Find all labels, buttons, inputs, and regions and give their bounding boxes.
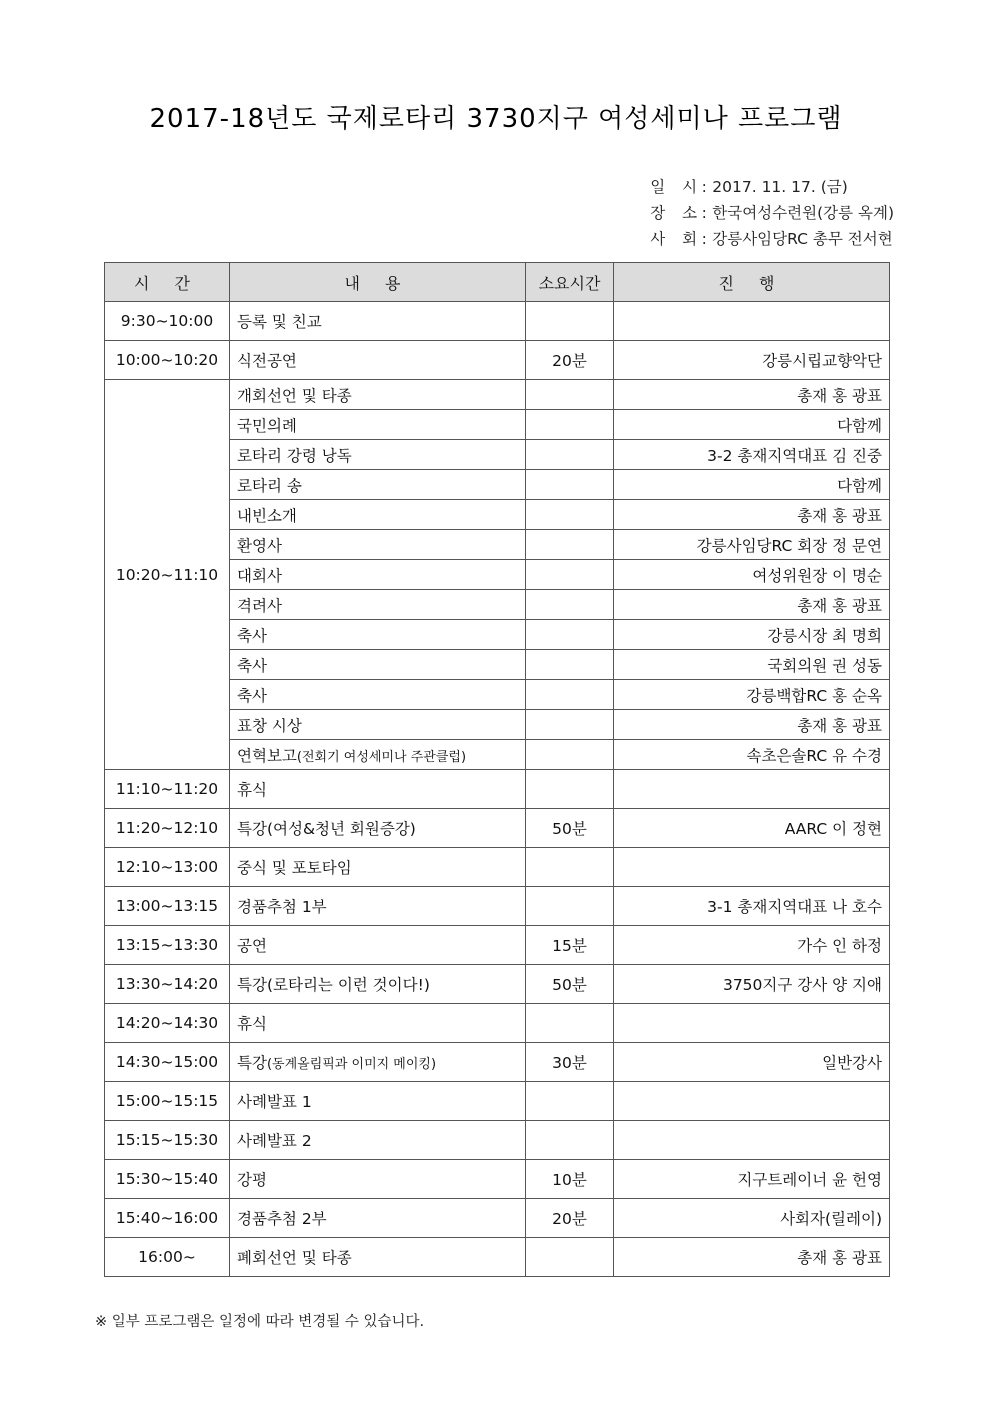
presenter-cell: 속초은솔RC 유 수경 [614,740,890,770]
table-row [105,926,890,965]
table-row [105,1082,890,1121]
time-cell: 10:20~11:10 [105,380,230,770]
time-cell: 9:30~10:00 [105,302,230,341]
content-cell [230,740,526,770]
content-cell: 격려사 [230,590,526,620]
meta-key: 사 회 [650,230,704,248]
duration-cell [526,650,614,680]
time-cell: 14:20~14:30 [105,1004,230,1043]
event-venue: 장 소: 한국여성수련원(강릉 옥계) [650,200,894,226]
presenter-cell: 총재 홍 광표 [614,380,890,410]
duration-cell [526,560,614,590]
presenter-cell: 국회의원 권 성동 [614,650,890,680]
duration-cell: 50분 [526,809,614,848]
table-row [105,1004,890,1043]
meta-key: 장 소 [650,204,704,222]
time-cell: 16:00~ [105,1238,230,1277]
duration-cell [526,1238,614,1277]
document-title: 2017-18년도 국제로타리 3730지구 여성세미나 프로그램 [149,104,843,134]
presenter-cell [614,848,890,887]
content-cell: 국민의례 [230,410,526,440]
presenter-cell: 총재 홍 광표 [614,710,890,740]
content-sub: (전회기 여성세미나 주관클럽) [296,749,467,765]
content-cell: 특강(로타리는 이런 것이다!) [230,965,526,1004]
duration-cell [526,848,614,887]
time-cell: 13:00~13:15 [105,887,230,926]
content-cell: 개회선언 및 타종 [230,380,526,410]
duration-cell [526,302,614,341]
presenter-cell: 총재 홍 광표 [614,500,890,530]
presenter-cell: 강릉백합RC 홍 순옥 [614,680,890,710]
content-cell: 폐회선언 및 타종 [230,1238,526,1277]
presenter-cell [614,1121,890,1160]
content-cell: 표창 시상 [230,710,526,740]
content-main: 특강 [237,1054,267,1072]
presenter-cell: 다함께 [614,470,890,500]
content-cell: 대회사 [230,560,526,590]
table-row [105,965,890,1004]
presenter-cell: 강릉시립교향악단 [614,341,890,380]
meta-value: 2017. 11. 17. (금) [712,178,848,196]
content-cell: 경품추첨 1부 [230,887,526,926]
content-cell: 특강(여성&청년 회원증강) [230,809,526,848]
content-cell: 사례발표 1 [230,1082,526,1121]
duration-cell [526,1121,614,1160]
duration-cell: 30분 [526,1043,614,1082]
duration-cell [526,590,614,620]
presenter-cell: 사회자(릴레이) [614,1199,890,1238]
duration-cell [526,500,614,530]
time-cell: 15:00~15:15 [105,1082,230,1121]
presenter-cell: 강릉시장 최 명희 [614,620,890,650]
duration-cell [526,740,614,770]
content-cell: 중식 및 포토타임 [230,848,526,887]
time-cell: 15:30~15:40 [105,1160,230,1199]
content-cell: 공연 [230,926,526,965]
duration-cell: 50분 [526,965,614,1004]
content-cell: 휴식 [230,770,526,809]
header-content: 내 용 [230,263,526,302]
presenter-cell [614,1004,890,1043]
content-cell: 내빈소개 [230,500,526,530]
duration-cell [526,680,614,710]
duration-cell [526,530,614,560]
time-cell: 15:40~16:00 [105,1199,230,1238]
presenter-cell: AARC 이 정현 [614,809,890,848]
presenter-cell: 일반강사 [614,1043,890,1082]
presenter-cell [614,302,890,341]
table-row [105,1043,890,1082]
duration-cell: 20분 [526,1199,614,1238]
content-cell: 로타리 강령 낭독 [230,440,526,470]
content-cell: 환영사 [230,530,526,560]
presenter-cell: 가수 인 하정 [614,926,890,965]
presenter-cell: 총재 홍 광표 [614,590,890,620]
presenter-cell: 3-1 총재지역대표 나 호수 [614,887,890,926]
duration-cell: 10분 [526,1160,614,1199]
presenter-cell: 3750지구 강사 양 지애 [614,965,890,1004]
time-cell: 11:20~12:10 [105,809,230,848]
meta-value: 한국여성수련원(강릉 옥계) [712,204,894,222]
presenter-cell: 3-2 총재지역대표 김 진중 [614,440,890,470]
table-row [105,380,890,410]
presenter-cell: 여성위원장 이 명순 [614,560,890,590]
event-date: 일 시: 2017. 11. 17. (금) [650,174,894,200]
content-cell: 강평 [230,1160,526,1199]
table-row [105,1121,890,1160]
table-row [105,302,890,341]
presenter-cell: 다함께 [614,410,890,440]
content-main: 연혁보고 [237,746,297,765]
presenter-cell [614,770,890,809]
duration-cell [526,887,614,926]
duration-cell [526,710,614,740]
header-duration: 소요시간 [526,263,614,302]
duration-cell [526,470,614,500]
table-row [105,848,890,887]
table-row [105,809,890,848]
time-cell: 10:00~10:20 [105,341,230,380]
time-cell: 11:10~11:20 [105,770,230,809]
time-cell: 14:30~15:00 [105,1043,230,1082]
content-sub: (동계올림픽과 이미지 메이킹) [266,1057,437,1072]
content-cell: 로타리 송 [230,470,526,500]
content-cell [230,1043,526,1082]
presenter-cell: 강릉사임당RC 회장 정 문연 [614,530,890,560]
duration-cell [526,770,614,809]
duration-cell: 20분 [526,341,614,380]
meta-value: 강릉사임당RC 총무 전서현 [712,230,893,248]
content-cell: 경품추첨 2부 [230,1199,526,1238]
meta-key: 일 시 [650,178,704,196]
table-header-row [105,263,890,302]
time-cell: 12:10~13:00 [105,848,230,887]
duration-cell [526,1082,614,1121]
event-info [650,174,894,252]
content-cell: 축사 [230,680,526,710]
duration-cell [526,380,614,410]
header-presenter: 진 행 [614,263,890,302]
content-cell: 등록 및 친교 [230,302,526,341]
duration-cell [526,410,614,440]
content-cell: 식전공연 [230,341,526,380]
presenter-cell: 총재 홍 광표 [614,1238,890,1277]
event-host: 사 회: 강릉사임당RC 총무 전서현 [650,226,894,252]
table-row [105,1160,890,1199]
duration-cell: 15분 [526,926,614,965]
duration-cell [526,620,614,650]
table-row [105,887,890,926]
presenter-cell: 지구트레이너 윤 헌영 [614,1160,890,1199]
header-time: 시 간 [105,263,230,302]
table-row [105,770,890,809]
content-cell: 사례발표 2 [230,1121,526,1160]
content-cell: 축사 [230,650,526,680]
table-row [105,1199,890,1238]
content-cell: 휴식 [230,1004,526,1043]
presenter-cell [614,1082,890,1121]
time-cell: 15:15~15:30 [105,1121,230,1160]
duration-cell [526,1004,614,1043]
duration-cell [526,440,614,470]
time-cell: 13:15~13:30 [105,926,230,965]
footnote: ※ 일부 프로그램은 일정에 따라 변경될 수 있습니다. [95,1314,425,1330]
table-body [105,302,890,1277]
content-cell: 축사 [230,620,526,650]
program-table [104,262,890,1277]
table-row [105,1238,890,1277]
table-row [105,341,890,380]
time-cell: 13:30~14:20 [105,965,230,1004]
